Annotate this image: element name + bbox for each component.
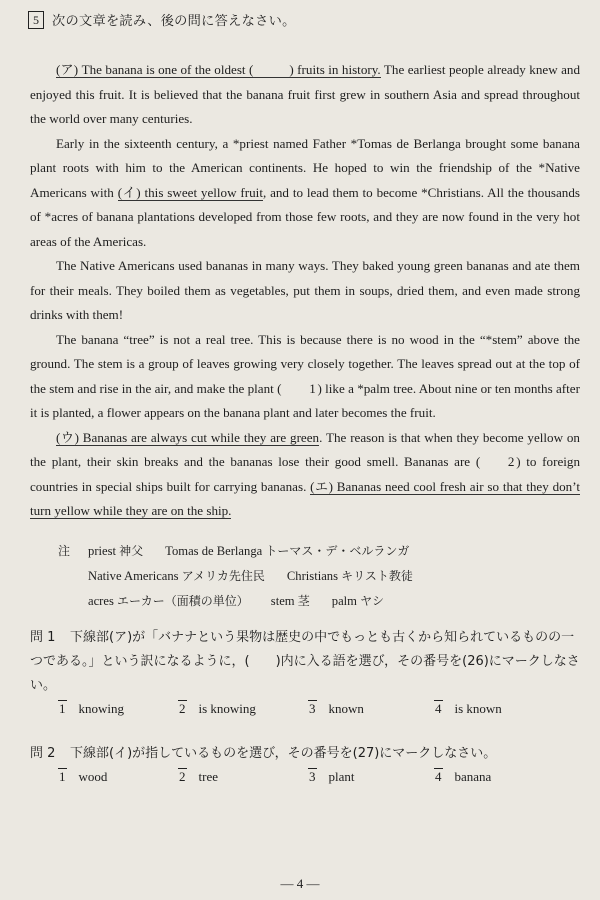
paragraph-1-rest: The earliest people already knew and enjoyed this fruit. It is believed that the banana fruit first grew in southern Asia and spread throughout the world over many centuries.	[30, 62, 580, 126]
gloss-meaning: アメリカ先住民	[181, 569, 265, 583]
paragraph-2	[30, 132, 580, 255]
gloss-term: Tomas de Berlanga	[165, 544, 263, 558]
option-text: tree	[198, 769, 218, 784]
question-1-label: 問 1	[30, 630, 56, 645]
blank-2: 2	[507, 454, 515, 469]
gloss-term: acres	[88, 594, 114, 608]
glossary-label: 注	[58, 544, 71, 558]
question-header	[28, 10, 296, 29]
gloss-term: priest	[88, 544, 116, 558]
underline-i	[118, 185, 263, 201]
glossary-row-2	[58, 564, 413, 589]
q2-option-2[interactable]	[178, 768, 218, 785]
q1-option-4[interactable]	[434, 700, 502, 717]
gloss-meaning: ヤシ	[360, 594, 384, 608]
sentence-a-pre: The banana is one of the oldest (	[81, 62, 254, 77]
option-text: wood	[78, 769, 108, 784]
option-number: 2	[179, 769, 186, 784]
paragraph-2-pre: Early in the sixteenth century, a *priest named Father *Tomas de Berlanga brought some banana plant roots with him to the American continents. He hoped to win the friendship of the *Native Americans with	[30, 135, 580, 200]
gloss-meaning: エーカー（面積の単位）	[117, 594, 249, 608]
question-number-box: 5	[28, 11, 44, 29]
gloss-meaning: 神父	[119, 544, 144, 558]
q1-option-3[interactable]	[308, 700, 364, 717]
question-1	[30, 626, 585, 698]
gloss-meaning: トーマス・デ・ベルランガ	[265, 544, 410, 558]
question-2-text: 下線部(イ)が指しているものを選び，その番号を(27)にマークしなさい。	[70, 746, 497, 761]
q1-option-2[interactable]	[178, 700, 256, 717]
gloss-term: Native Americans	[88, 569, 179, 583]
option-text: plant	[328, 769, 355, 784]
blank-1: 1	[309, 380, 316, 396]
glossary-row-3	[58, 589, 413, 614]
q2-option-4[interactable]	[434, 768, 491, 785]
gloss-term: palm	[331, 594, 357, 608]
reading-passage	[30, 58, 580, 524]
paragraph-4	[30, 328, 580, 426]
paragraph-1	[30, 58, 580, 132]
paragraph-4-pre: The banana “tree” is not a real tree. This is because there is no wood in the “*stem” above the ground. The stem is a group of leaves growing very closely together. The leaves spread out at the top of the stem and rise in the air, and make the plant (	[30, 331, 580, 396]
glossary	[58, 539, 413, 614]
option-number: 1	[59, 701, 66, 716]
label-e: (エ)	[310, 478, 334, 494]
underlined-i-text: this sweet yellow fruit	[140, 184, 263, 200]
question-1-text: 下線部(ア)が「バナナという果物は歴史の中でもっとも古くから知られているものの一つである。」という訳になるように，( )内に入る語を選び，その番号を(26)にマークしなさい。	[30, 630, 580, 693]
instruction-text: 次の文章を読み、後の問に答えなさい。	[52, 14, 296, 29]
q2-option-1[interactable]	[58, 768, 107, 785]
option-number: 3	[309, 769, 316, 784]
page-number: — 4 —	[280, 876, 320, 891]
paragraph-3: The Native Americans used bananas in many ways. They baked young green bananas and ate them for their meals. They boiled them as vegetables, put them in soups, dried them, and even made strong drinks with them!	[30, 258, 580, 322]
option-text: is known	[454, 701, 502, 716]
option-text: banana	[454, 769, 492, 784]
gloss-meaning: 茎	[297, 594, 310, 608]
label-i: (イ)	[117, 184, 141, 200]
option-number: 1	[59, 769, 66, 784]
underline-a	[56, 62, 381, 78]
paragraph-5-mid2: ) to foreign countries in special ships built for carrying bananas.	[30, 454, 580, 494]
paragraph-2-post: , and to lead them to become *Christians. All the thousands of *acres of banana plantations developed from those few roots, and they are now found in the very hot areas of the Americas.	[30, 184, 580, 249]
paragraph-4-post: ) like a *palm tree. About nine or ten months after it is planted, a flower appears on the banana plant and later becomes the fruit.	[30, 380, 580, 420]
gloss-term: stem	[270, 594, 295, 608]
option-number: 4	[435, 769, 442, 784]
option-text: is knowing	[198, 701, 256, 716]
underlined-u-text: Bananas are always cut while they are green	[78, 429, 320, 445]
option-number: 4	[435, 701, 442, 716]
option-text: known	[328, 701, 364, 716]
paragraph-5-mid: . The reason is that when they become yellow on the plant, their skin breaks and the bananas lose their good smell. Bananas are (	[30, 429, 580, 469]
option-text: knowing	[78, 701, 124, 716]
label-u: (ウ)	[56, 429, 79, 445]
paragraph-5	[30, 426, 580, 524]
question-2-label: 問 2	[30, 746, 56, 761]
gloss-term: Christians	[286, 569, 338, 583]
sentence-a-post: ) fruits in history.	[289, 62, 381, 77]
option-number: 2	[179, 701, 186, 716]
underline-u	[56, 430, 319, 446]
glossary-row-1	[58, 539, 413, 564]
q1-option-1[interactable]	[58, 700, 124, 717]
option-number: 3	[309, 701, 316, 716]
q2-option-3[interactable]	[308, 768, 355, 785]
question-2	[30, 742, 585, 766]
gloss-meaning: キリスト教徒	[341, 569, 413, 583]
underlined-e-text: Bananas need cool fresh air so that they don’t turn yellow while they are on the ship.	[30, 478, 580, 518]
label-a: (ア)	[56, 62, 79, 77]
